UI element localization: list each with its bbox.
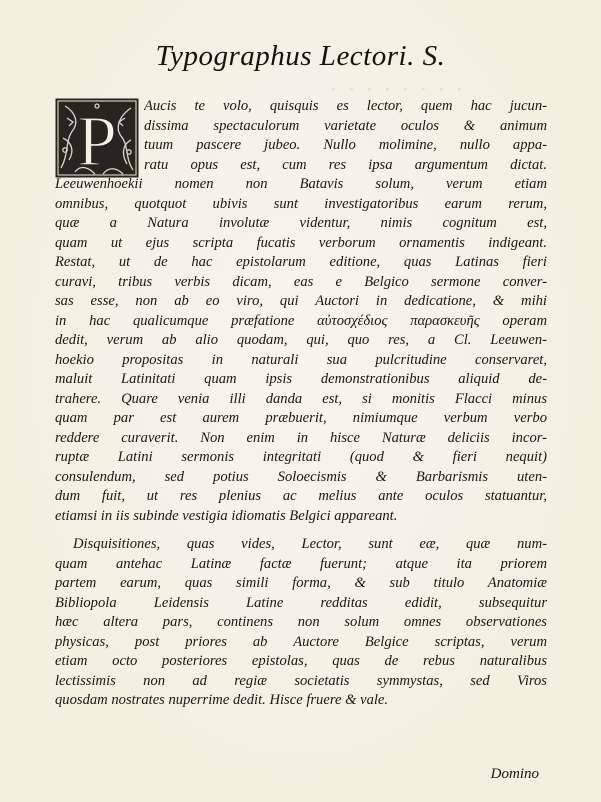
text-line: lectissimis non ad regiæ societatis symmystas, sed Viros xyxy=(55,672,547,689)
text-line: quosdam nostrates nuperrime dedit. Hisce fruere & vale. xyxy=(55,692,389,708)
text-line: trahere. Quare venia illi danda est, si monitis Flacci minus xyxy=(55,390,547,407)
catchword: Domino xyxy=(490,766,539,782)
text-line: quam par est aurem præbuerit, nimiumque verbum verbo xyxy=(55,410,547,426)
text-line: Leeuwenhoekii nomen non Batavis solum, verum etiam xyxy=(55,176,547,192)
text-line: in hac qualicumque præfatione αὐτοσχέδιος παρασκευῆς operam xyxy=(55,312,547,329)
drop-cap-letter: P xyxy=(76,101,118,178)
text-line: quam ut ejus scripta fucatis verborum ornamentis indigeant. xyxy=(55,234,547,251)
text-line: sas esse, non ab eo viro, qui Auctori in dedicatione, & mihi xyxy=(55,293,547,309)
text-line: etiamsi in iis subinde vestigia idiomatis Belgici appareant. xyxy=(55,507,398,524)
preface-body xyxy=(55,97,547,711)
text-line: reddere curaverit. Non enim in hisce Naturæ deliciis incor- xyxy=(55,429,547,446)
text-line: quæ a Natura involutæ videntur, nimis cognitum est, xyxy=(55,215,547,231)
text-line: quam antehac Latinæ factæ fuerunt; atque ita priorem xyxy=(55,555,547,572)
text-line: dum fuit, ut res plenius ac melius ante oculos statuantur, xyxy=(55,488,547,504)
text-line: Bibliopola Leidensis Latine redditas edidit, subsequitur xyxy=(55,594,547,611)
text-line: ruptæ Latini sermonis integritati (quod & fieri nequit) xyxy=(55,449,547,465)
text-line: dedit, verum ab alio quodam, qui, quo res, a Cl. Leeuwen- xyxy=(55,332,547,348)
text-line: Disquisitiones, quas vides, Lector, sunt eæ, quæ num- xyxy=(73,536,547,552)
text-line: hæc altera pars, continens non solum omnes observationes xyxy=(55,614,547,630)
text-line: partem earum, quas simili forma, & sub titulo Anatomiæ xyxy=(55,575,547,591)
text-line: tuum pascere jubeo. Nullo molimine, nullo appa- xyxy=(144,137,547,153)
text-line: curavi, tribus verbis dicam, eas e Belgico sermone conver- xyxy=(55,273,547,290)
text-line: hoekio propositas in naturali sua pulcritudine conservaret, xyxy=(55,351,547,368)
text-line: Restat, ut de hac epistolarum editione, quas Latinas fieri xyxy=(55,254,547,270)
text-line: Aucis te volo, quisquis es lector, quem hac jucun- xyxy=(144,98,547,114)
show-through-text: · · · · · · · · xyxy=(330,78,465,103)
page-heading: Typographus Lectori. S. xyxy=(155,40,446,72)
text-line: ratu opus est, cum res ipsa argumentum dictat. xyxy=(144,156,547,173)
text-line: omnibus, quotquot ubivis sunt investigatoribus earum rerum, xyxy=(55,195,547,212)
text-line: dissima spectaculorum varietate oculos & animum xyxy=(144,117,547,134)
text-line: physicas, post priores ab Auctore Belgice scriptas, verum xyxy=(55,633,547,650)
text-line: maluit Latinitati quam ipsis demonstrationibus aliquid de- xyxy=(55,371,547,387)
text-line: etiam octo posteriores epistolas, quas de rebus naturalibus xyxy=(55,653,547,669)
text-line: consulendum, sed potius Soloecismis & Barbarismis uten- xyxy=(55,468,547,485)
